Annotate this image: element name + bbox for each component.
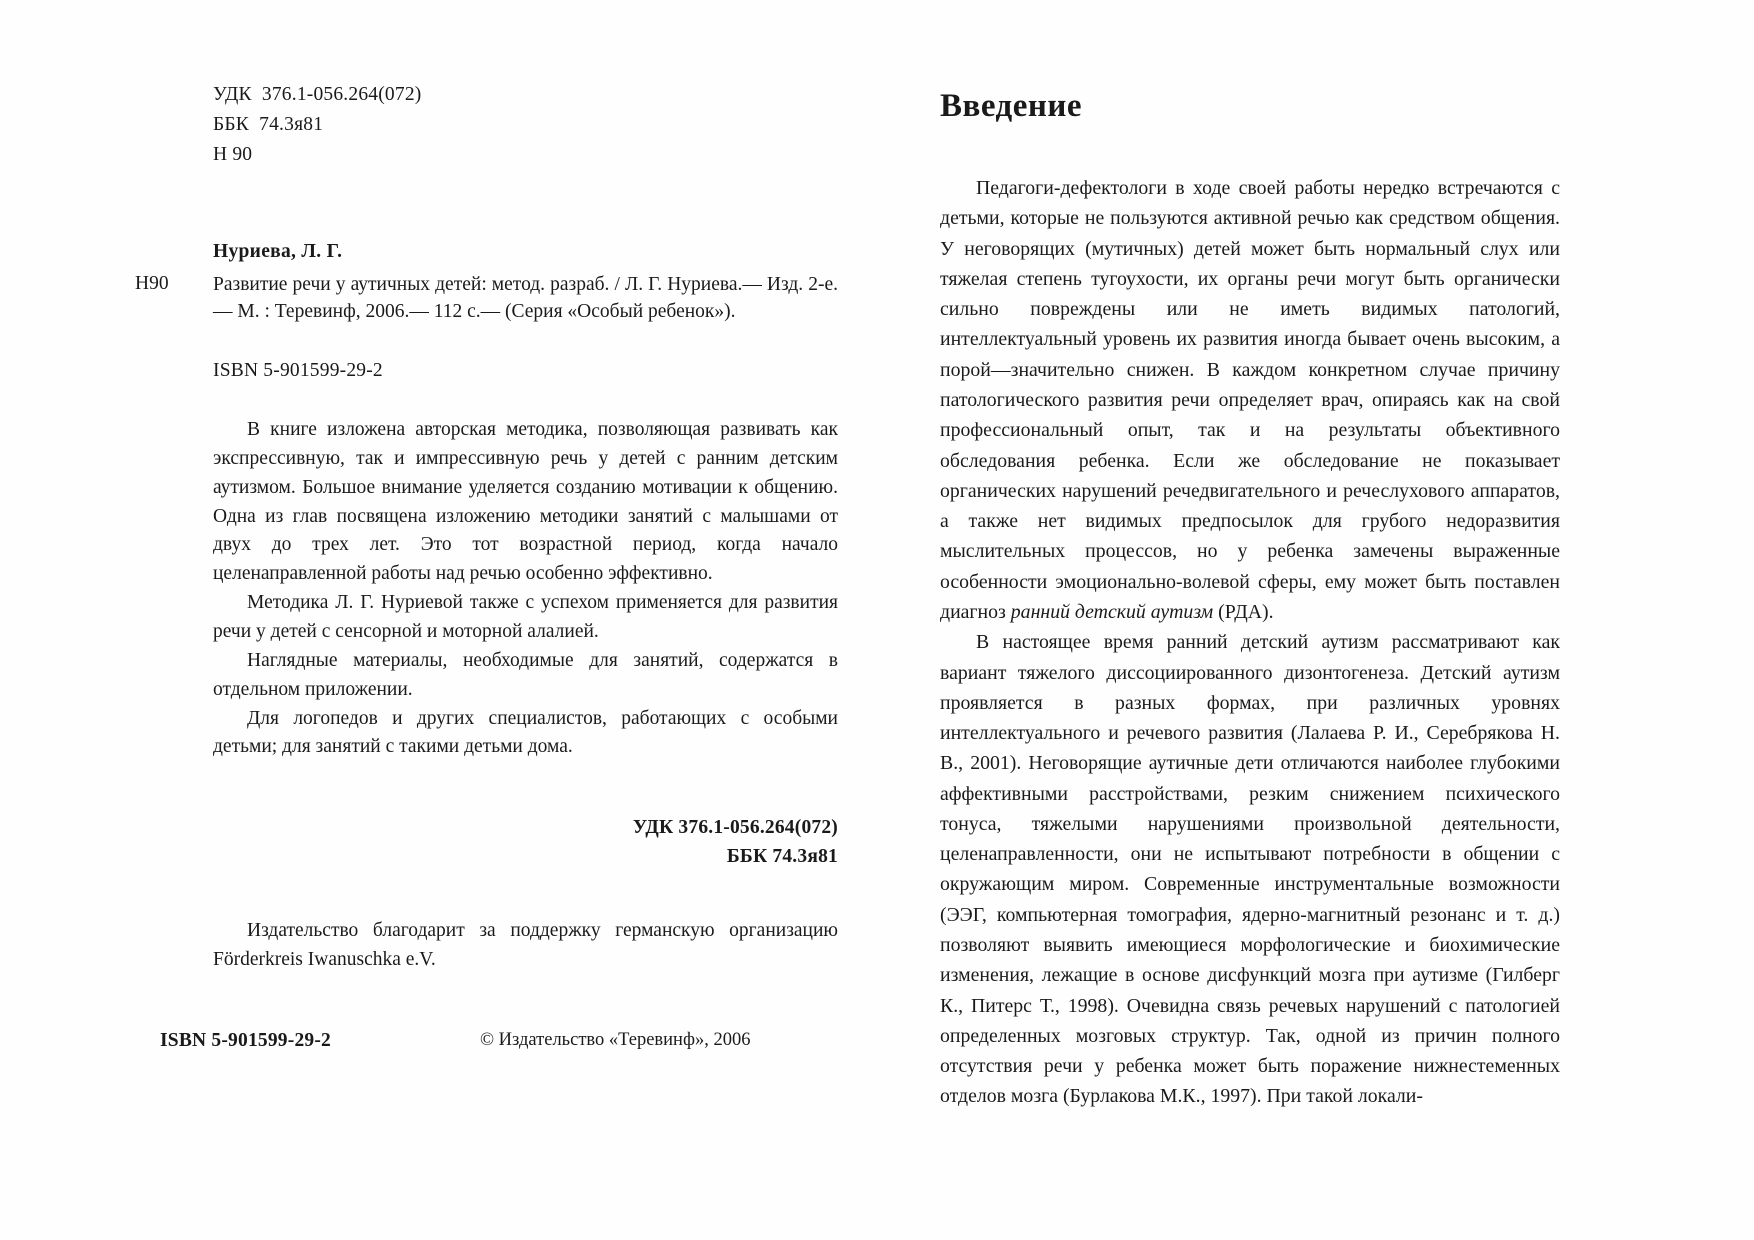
annotation-paragraph: Наглядные материалы, необходимые для занятий, содержатся в отдельном приложении. — [213, 649, 838, 700]
page-title: Введение — [940, 88, 1083, 124]
footer-isbn-label: ISBN — [160, 1030, 207, 1051]
introduction-page — [940, 88, 1560, 1112]
author-name: Нуриева, Л. Г. — [213, 240, 343, 262]
udk-code: УДК 376.1-056.264(072) — [213, 84, 422, 105]
annotation-paragraph: Для логопедов и других специалистов, работающих с особыми детьми; для занятий с такими детьми дома. — [213, 707, 838, 758]
acknowledgement-block — [213, 917, 838, 975]
italic-term: ранний детский аутизм — [1010, 600, 1214, 623]
udk-repeat-line: УДК 376.1-056.264(072) — [632, 817, 838, 839]
bbk-code: ББК 74.3я81 — [213, 114, 324, 136]
catalog-sigil: Н90 — [135, 272, 169, 294]
classification-codes — [213, 80, 835, 171]
catalog-entry-text: Развитие речи у аутичных детей: метод. разраб. / Л. Г. Нуриева.— Изд. 2-е.— М. : Теревинф, 2006.— 112 с.— (Серия «Особый ребенок»). — [213, 273, 838, 323]
shelf-code: Н 90 — [213, 144, 253, 166]
annotation-block — [213, 416, 838, 762]
udk-repeat-block — [135, 814, 838, 871]
catalog-record — [135, 240, 838, 326]
annotation-paragraph: Методика Л. Г. Нуриевой также с успехом применяется для развития речи у детей с сенсорной и моторной алалией. — [213, 592, 838, 643]
footer-copyright: © Издательство «Теревинф», 2006 — [480, 1030, 751, 1050]
acknowledgement-text: Издательство благодарит за поддержку германскую организацию Förderkreis Iwanuschka e.V. — [213, 919, 838, 970]
annotation-paragraph: В книге изложена авторская методика, позволяющая развивать как экспрессивную, так и импрессивную речь у детей с ранним детским аутизмом. Большое внимание уделяется созданию мотивации к общению. Одна из глав посвящена изложению методики занятий с малышами от двух до трех лет. Это тот возрастной период, когда начало целенаправленной работы над речью особенно эффективно. — [213, 419, 838, 585]
intro-paragraph-2: В настоящее время ранний детский аутизм рассматривают как вариант тяжелого диссоциированного дизонтогенеза. Детский аутизм проявляется в разных формах, при различных уровнях интеллектуального и речевого развития (Лалаева Р. И., Серебрякова Н. В., 2001). Неговорящие аутичные дети отличаются наиболее глубокими аффективными расстройствами, резким снижением психического тонуса, тяжелыми нарушениями произвольной деятельности, целенаправленности, они не испытывают потребности в общении с окружающим миром. Современные инструментальные возможности (ЭЭГ, компьютерная томография, ядерно-магнитный резонанс и т. д.) позволяют выявить имеющиеся морфологические и биохимические изменения, лежащие в основе дисфункций мозга при аутизме (Гилберг К., Питерс Т., 1998). Очевидна связь речевых нарушений с патологией определенных мозговых структур. Так, одной из причин полного отсутствия речи у ребенка может быть поражение нижнестеменных отделов мозга (Бурлакова М.К., 1997). При такой локали- — [940, 631, 1560, 1108]
copyright-page — [135, 80, 838, 975]
bbk-repeat-line: ББК 74.3я81 — [726, 845, 838, 867]
intro-paragraph-1 — [940, 173, 1560, 627]
intro-paragraph-1-tail: (РДА). — [1213, 600, 1274, 623]
footer-isbn — [160, 1030, 331, 1052]
introduction-body — [940, 173, 1560, 1112]
footer-isbn-value: 5-901599-29-2 — [206, 1030, 331, 1051]
isbn-top: ISBN 5-901599-29-2 — [213, 360, 383, 382]
intro-paragraph-1-text: Педагоги-дефектологи в ходе своей работы нередко встречаются с детьми, которые не пользуются активной речью как средством общения. У неговорящих (мутичных) детей может быть нормальный слух или тяжелая степень тугоухости, их органы речи могут быть органически сильно повреждены или не иметь видимых патологий, интеллектуальный уровень их развития иногда бывает очень высоким, а порой—значительно снижен. В каждом конкретном случае причину патологического развития речи определяет врач, опираясь как на свой профессиональный опыт, так и на результаты объективного обследования ребенка. Если же обследование не показывает органических нарушений речедвигательного и речеслухового аппаратов, а также нет видимых предпосылок для грубого недоразвития мыслительных процессов, но у ребенка замечены выраженные особенности эмоционально-волевой сферы, ему может быть поставлен диагноз — [940, 177, 1560, 623]
